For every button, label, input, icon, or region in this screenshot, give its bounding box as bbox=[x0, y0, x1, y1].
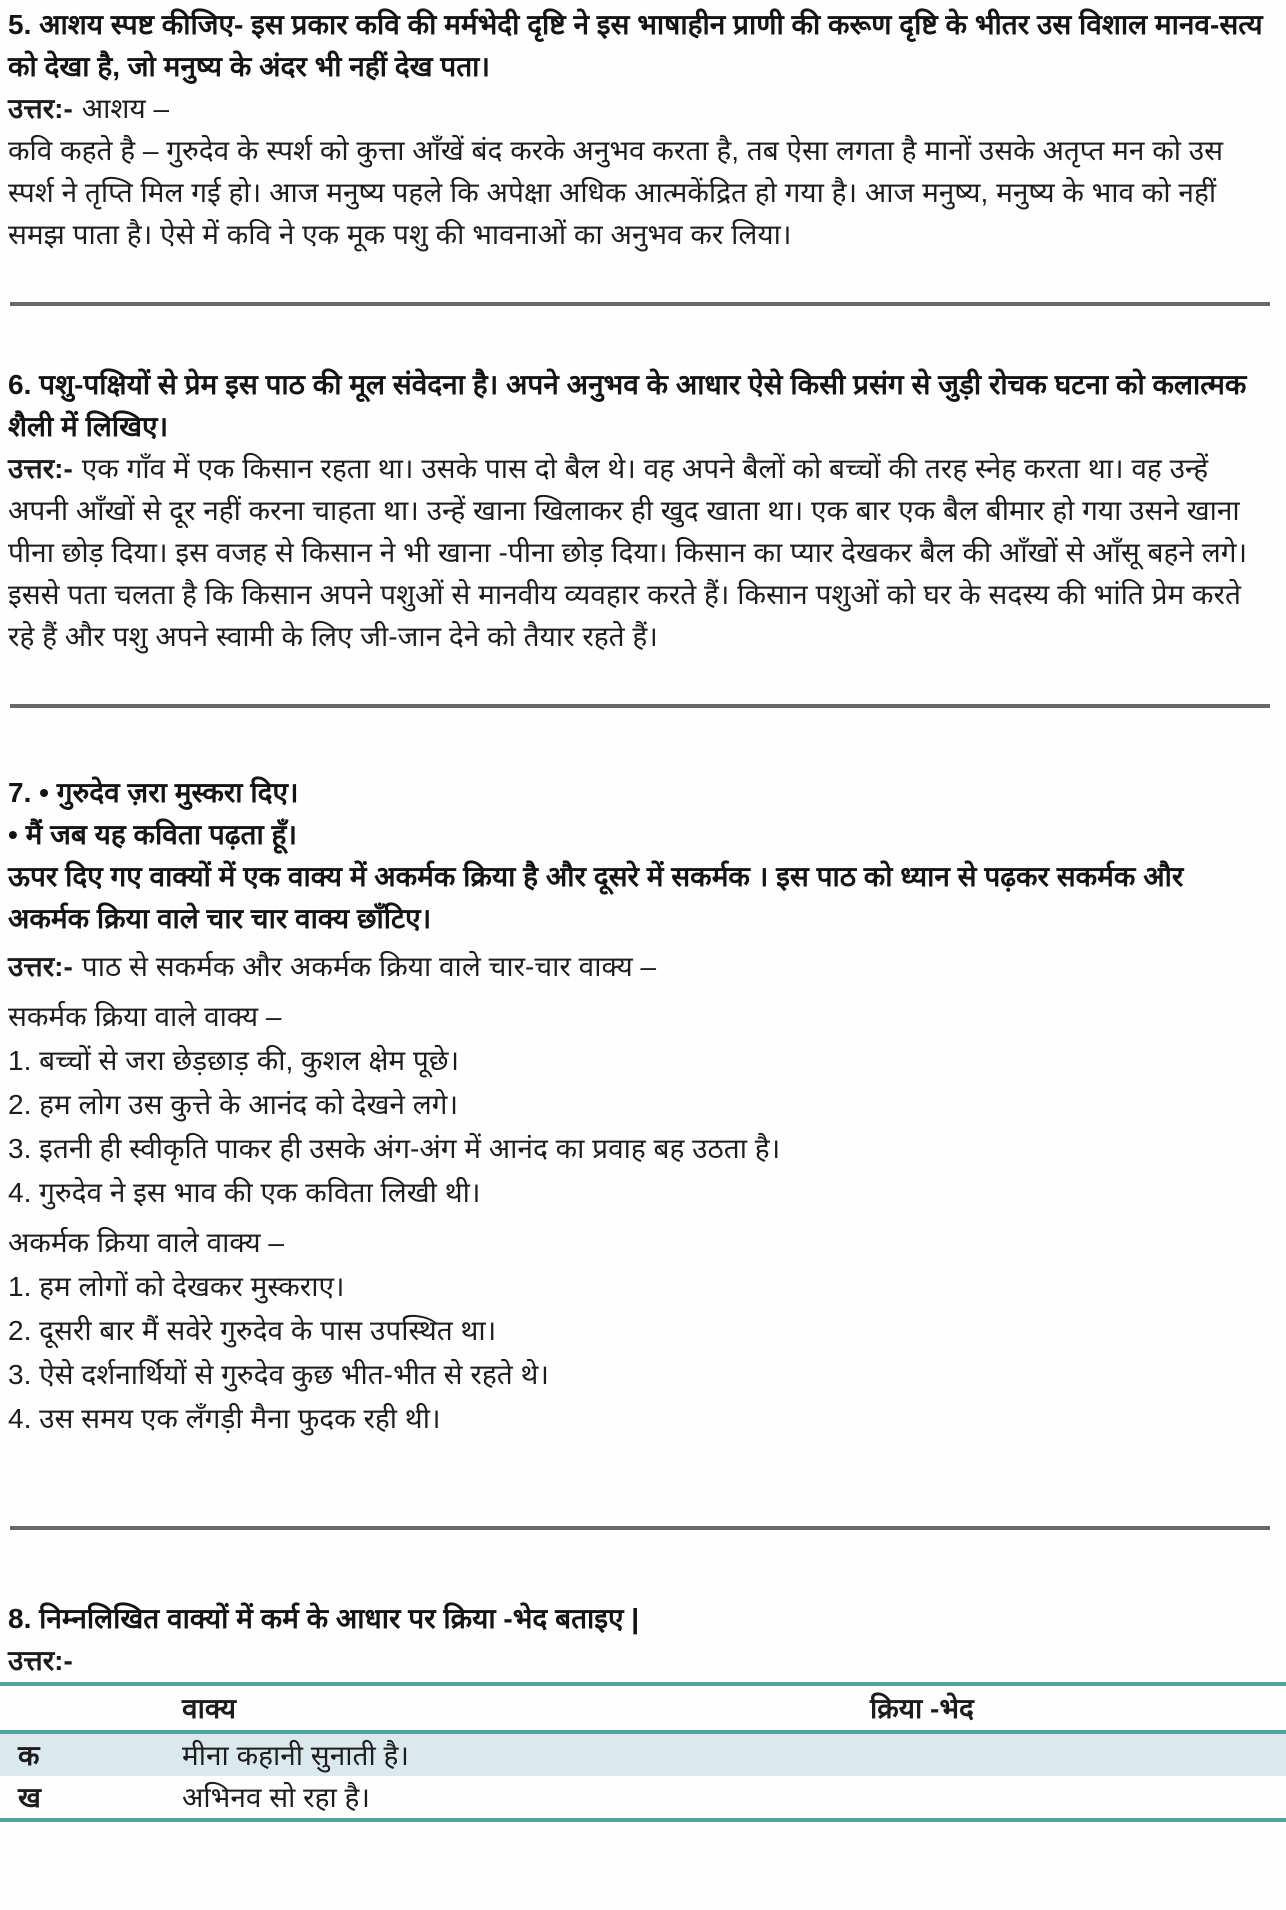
question-8-text: 8. निम्नलिखित वाक्यों में कर्म के आधार पर क्रिया -भेद बताइए | bbox=[8, 1603, 640, 1634]
row-sentence: अभिनव सो रहा है। bbox=[182, 1782, 371, 1813]
table-header-empty bbox=[0, 1684, 182, 1732]
table-header-row bbox=[0, 1684, 1286, 1732]
sakarmak-item-3: 3. इतनी ही स्वीकृति पाकर ही उसके अंग-अंग में आनंद का प्रवाह बह उठता है। bbox=[8, 1133, 781, 1164]
qa8-block bbox=[0, 1598, 1286, 1822]
question-7-bullet-1: 7. • गुरुदेव ज़रा मुस्करा दिए। bbox=[8, 777, 299, 808]
answer-8-label: उत्तर:- bbox=[8, 1645, 73, 1676]
sakarmak-item-4: 4. गुरुदेव ने इस भाव की एक कविता लिखी थी। bbox=[8, 1177, 481, 1208]
answer-6-body bbox=[0, 448, 1286, 658]
question-5-text: 5. आशय स्पष्ट कीजिए- इस प्रकार कवि की मर्मभेदी दृष्टि ने इस भाषाहीन प्राणी की करूण दृष्टि के भीतर उस विशाल मानव-सत्य को देखा है, जो मनुष्य के अंदर भी नहीं देख पता। bbox=[8, 9, 1263, 82]
answer-8-label-line bbox=[0, 1640, 1286, 1682]
table-header-vakya: वाक्य bbox=[182, 1693, 237, 1724]
question-6-text: 6. पशु-पक्षियों से प्रेम इस पाठ की मूल संवेदना है। अपने अनुभव के आधार ऐसे किसी प्रसंग से जुड़ी रोचक घटना को कलात्मक शैली में लिखिए। bbox=[8, 369, 1247, 442]
answer-7-intro: पाठ से सकर्मक और अकर्मक क्रिया वाले चार-चार वाक्य – bbox=[81, 951, 657, 982]
table-header-kriya-bhed: क्रिया -भेद bbox=[870, 1693, 974, 1724]
table-row bbox=[0, 1732, 1286, 1776]
table-row bbox=[0, 1776, 1286, 1820]
section-divider bbox=[10, 1526, 1270, 1530]
answer-5-intro: आशय – bbox=[81, 93, 170, 124]
row-sentence: मीना कहानी सुनाती है। bbox=[182, 1740, 409, 1771]
sakarmak-item-2: 2. हम लोग उस कुत्ते के आनंद को देखने लगे। bbox=[8, 1089, 459, 1120]
answer-6-text: एक गाँव में एक किसान रहता था। उसके पास दो बैल थे। वह अपने बैलों को बच्चों की तरह स्नेह करता था। वह उन्हें अपनी आँखों से दूर नहीं करना चाहता था। उन्हें खाना खिलाकर ही खुद खाता था। एक बार एक बैल बीमार हो गया उसने खाना पीना छोड़ दिया। इस वजह से किसान ने भी खाना -पीना छोड़ दिया। किसान का प्यार देखकर बैल की आँखों से आँसू बहने लगे। इससे पता चलता है कि किसान अपने पशुओं से मानवीय व्यवहार करते हैं। किसान पशुओं को घर के सदस्य की भांति प्रेम करते रहे हैं और पशु अपने स्वामी के लिए जी-जान देने को तैयार रहते हैं। bbox=[8, 453, 1248, 652]
akarmak-item-3: 3. ऐसे दर्शनार्थियों से गुरुदेव कुछ भीत-भीत से रहते थे। bbox=[8, 1359, 549, 1390]
answer-5-body: कवि कहते है – गुरुदेव के स्पर्श को कुत्ता आँखें बंद करके अनुभव करता है, तब ऐसा लगता है मानों उसके अतृप्त मन को उस स्पर्श ने तृप्ति मिल गई हो। आज मनुष्य पहले कि अपेक्षा अधिक आत्मकेंद्रित हो गया है। आज मनुष्य, मनुष्य के भाव को नहीं समझ पाता है। ऐसे में कवि ने एक मूक पशु की भावनाओं का अनुभव कर लिया। bbox=[8, 135, 1224, 250]
answer-7-label: उत्तर:- bbox=[8, 951, 73, 982]
answer-5-label: उत्तर:- bbox=[8, 93, 73, 124]
akarmak-group-title: अकर्मक क्रिया वाले वाक्य – bbox=[8, 1227, 284, 1258]
akarmak-item-2: 2. दूसरी बार मैं सवेरे गुरुदेव के पास उपस्थित था। bbox=[8, 1315, 497, 1346]
row-label: क bbox=[18, 1740, 40, 1771]
qa7-block bbox=[0, 772, 1286, 1440]
answer-6-label: उत्तर:- bbox=[8, 453, 73, 484]
qa6-block bbox=[0, 364, 1286, 658]
qa5-block bbox=[0, 4, 1286, 256]
answer-5-intro-line bbox=[0, 88, 1286, 130]
question-7-text: ऊपर दिए गए वाक्यों में एक वाक्य में अकर्मक क्रिया है और दूसरे में सकर्मक । इस पाठ को ध्यान से पढ़कर सकर्मक और अकर्मक क्रिया वाले चार चार वाक्य छाँटिए। bbox=[8, 861, 1184, 934]
kriya-bhed-table bbox=[0, 1682, 1286, 1822]
answer-7-intro-line bbox=[0, 946, 1286, 988]
section-divider bbox=[10, 302, 1270, 306]
row-type bbox=[870, 1776, 1286, 1820]
sakarmak-item-1: 1. बच्चों से जरा छेड़छाड़ की, कुशल क्षेम पूछे। bbox=[8, 1045, 460, 1076]
sakarmak-group-title: सकर्मक क्रिया वाले वाक्य – bbox=[8, 1001, 282, 1032]
section-divider bbox=[10, 704, 1270, 708]
row-label: ख bbox=[18, 1782, 41, 1813]
akarmak-item-4: 4. उस समय एक लँगड़ी मैना फुदक रही थी। bbox=[8, 1403, 441, 1434]
akarmak-item-1: 1. हम लोगों को देखकर मुस्कराए। bbox=[8, 1271, 345, 1302]
row-type bbox=[870, 1732, 1286, 1776]
question-7-bullet-2: • मैं जब यह कविता पढ़ता हूँ। bbox=[8, 819, 297, 850]
